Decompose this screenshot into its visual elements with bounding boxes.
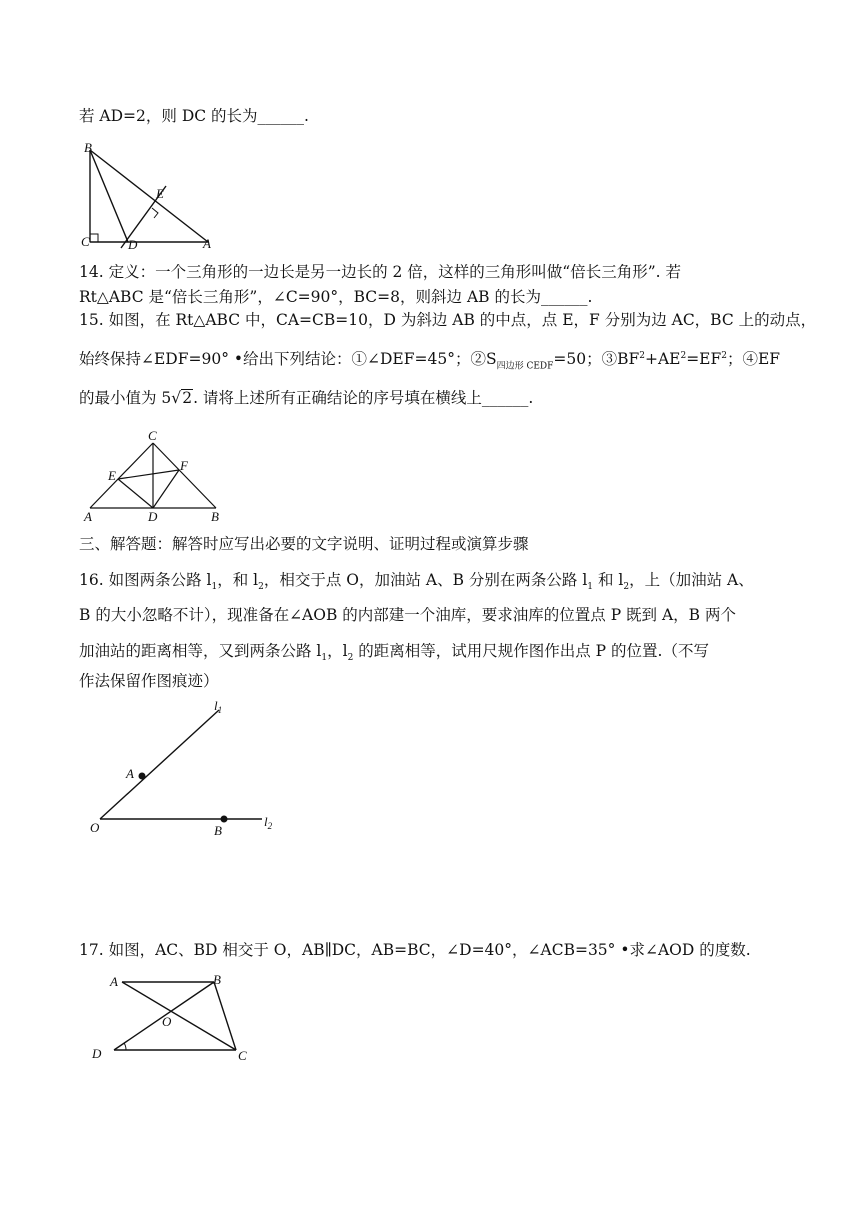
label-l2: $l_2$ xyxy=(264,814,273,831)
q16-line4: 作法保留作图痕迹） xyxy=(79,672,219,690)
label-O: O xyxy=(162,1014,172,1029)
label-A: A xyxy=(110,974,118,989)
q15-line3: 的最小值为 5√2. 请将上述所有正确结论的序号填在横线上______. xyxy=(79,389,534,407)
q15-line2: 始终保持∠EDF=90° •给出下列结论：①∠DEF=45°；$②S_{四边形 CEDF}=50$；$③BF^2+AE^2=EF^2$；④EF xyxy=(79,350,781,372)
q17-text: 17. 如图，AC、BD 相交于 O，AB∥DC，AB=BC，∠D=40°，∠ACB=35° •求∠AOD 的度数. xyxy=(79,941,751,959)
label-D: D xyxy=(148,509,158,524)
q15-line1: 15. 如图，在 Rt△ABC 中，CA=CB=10，D 为斜边 AB 的中点，点 E，F 分别为边 AC，BC 上的动点， xyxy=(79,311,817,329)
q16-line3: 加油站的距离相等，又到两条公路 $l_1$，$l_2$ 的距离相等，试用尺规作图作出点 P 的位置.（不写 xyxy=(79,642,709,664)
label-B: B xyxy=(84,140,92,155)
label-F: F xyxy=(180,458,188,473)
label-A: A xyxy=(203,236,211,250)
figure-q15 xyxy=(80,430,230,526)
label-l1: $l_1$ xyxy=(214,698,223,715)
figure-q13 xyxy=(76,138,226,250)
q16-line1: 16. 如图两条公路 $l_1$，和 $l_2$，相交于点 O，加油站 A、B 分别在两条公路 $l_1$ 和 $l_2$，上（加油站 A、 xyxy=(79,571,754,593)
label-O: O xyxy=(90,820,100,835)
label-C: C xyxy=(148,430,157,443)
label-B: B xyxy=(214,823,222,838)
q16-line2: B 的大小忽略不计），现准备在∠AOB 的内部建一个油库，要求油库的位置点 P 既到 A，B 两个 xyxy=(79,606,736,624)
label-E: E xyxy=(108,468,116,483)
label-E: E xyxy=(156,186,164,201)
label-C: C xyxy=(238,1048,247,1063)
label-C: C xyxy=(81,234,90,249)
section-3-heading: 三、解答题：解答时应写出必要的文字说明、证明过程或演算步骤 xyxy=(79,535,529,553)
label-A: A xyxy=(84,509,92,524)
label-D: D xyxy=(92,1046,102,1061)
label-B: B xyxy=(211,509,219,524)
label-A: A xyxy=(126,766,134,781)
label-D: D xyxy=(128,237,138,250)
q14-line2: Rt△ABC 是“倍长三角形”，∠C=90°，BC=8，则斜边 AB 的长为______. xyxy=(79,288,593,306)
figure-q17 xyxy=(86,968,266,1068)
label-B: B xyxy=(213,972,221,987)
figure-q16 xyxy=(86,696,286,842)
q13-tail: 若 AD=2，则 DC 的长为______. xyxy=(79,107,309,125)
q14-line1: 14. 定义：一个三角形的一边长是另一边长的 2 倍，这样的三角形叫做“倍长三角形”. 若 xyxy=(79,263,681,281)
